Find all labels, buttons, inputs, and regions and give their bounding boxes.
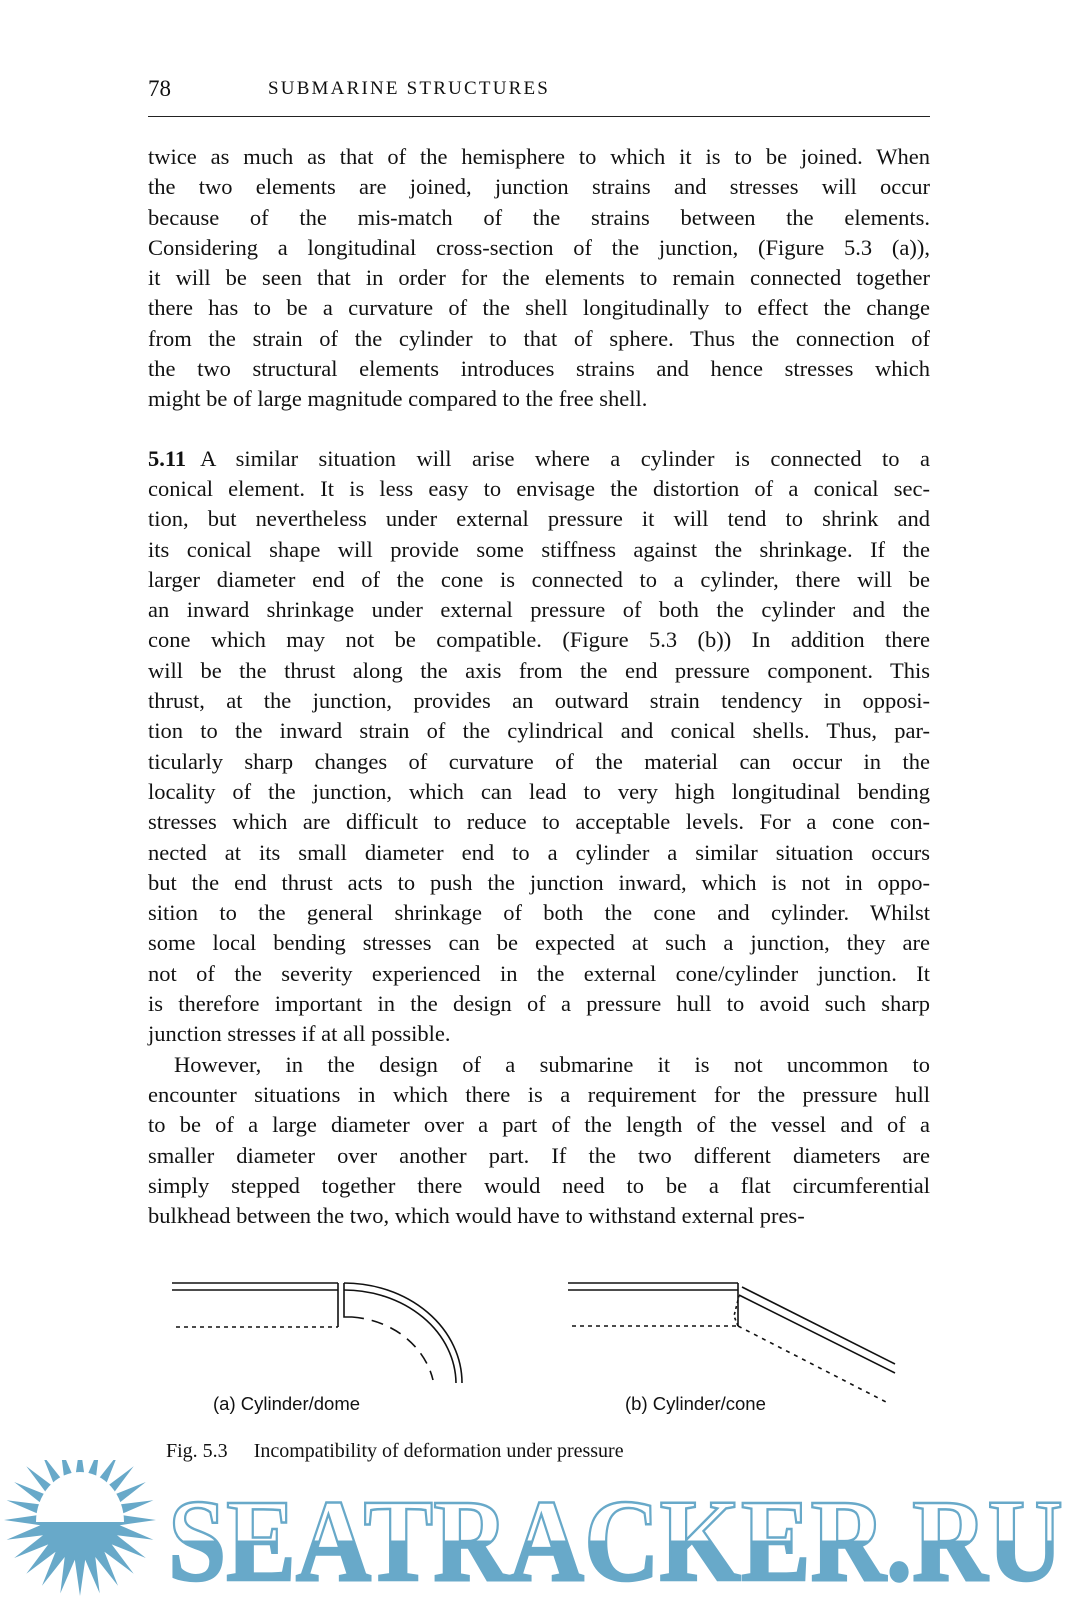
text-line: tion to the inward strain of the cylindrical and conical shells. Thus, par- xyxy=(148,718,930,744)
text-line: thrust, at the junction, provides an outward strain tendency in opposi- xyxy=(148,688,930,714)
text-line: might be of large magnitude compared to the free shell. xyxy=(148,386,648,412)
text-line: stresses which are difficult to reduce to acceptable levels. For a cone con- xyxy=(148,809,930,835)
caption-cylinder-dome: (a) Cylinder/dome xyxy=(213,1393,361,1414)
text-line: an inward shrinkage under external pressure of both the cylinder and the xyxy=(148,597,930,623)
text-line xyxy=(148,444,930,474)
running-header xyxy=(148,72,930,117)
text-line: there has to be a curvature of the shell longitudinally to effect the change xyxy=(148,295,930,321)
text-line: twice as much as that of the hemisphere to which it is to be joined. When xyxy=(148,144,930,169)
text-line: not of the severity experienced in the external cone/cylinder junction. It xyxy=(148,960,930,986)
text-line: to be of a large diameter over a part of the length of the vessel and of a xyxy=(148,1112,930,1138)
text-line: conical element. It is less easy to envisage the distortion of a conical sec- xyxy=(148,475,930,501)
text-line: tion, but nevertheless under external pressure it will tend to shrink and xyxy=(148,506,930,532)
text-line: Considering a longitudinal cross-section of the junction, (Figure 5.3 (a)), xyxy=(148,234,930,260)
caption-cylinder-cone: (b) Cylinder/cone xyxy=(625,1393,766,1414)
text-line: the two structural elements introduces strains and hence stresses which xyxy=(148,356,930,382)
text-line: smaller diameter over another part. If the two different diameters are xyxy=(148,1142,930,1168)
text-line: it will be seen that in order for the elements to remain connected together xyxy=(148,265,930,291)
text-line: from the strain of the cylinder to that of sphere. Thus the connection of xyxy=(148,325,930,351)
text-line: is therefore important in the design of a pressure hull to avoid such sharp xyxy=(148,991,930,1017)
text-line: However, in the design of a submarine it is not uncommon to xyxy=(174,1051,930,1077)
text-line: because of the mis-match of the strains between the elements. xyxy=(148,204,930,230)
running-title: SUBMARINE STRUCTURES xyxy=(268,78,551,99)
text-line: nected at its small diameter end to a cylinder a similar situation occurs xyxy=(148,839,930,865)
text-line: but the end thrust acts to push the junction inward, which is not in oppo- xyxy=(148,869,930,895)
sun-icon xyxy=(4,1460,156,1596)
text-line-content: A similar situation will arise where a cylinder is connected to a xyxy=(200,445,930,471)
watermark-text: SEATRACKER.RU xyxy=(168,1475,1063,1606)
paragraph-1 xyxy=(148,142,930,415)
body-text xyxy=(148,142,930,1231)
cylinder-dome-drawing xyxy=(172,1283,462,1383)
cylinder-cone-drawing xyxy=(568,1283,895,1403)
text-line: cone which may not be compatible. (Figure 5.3 (b)) In addition there xyxy=(148,627,930,653)
text-line: some local bending stresses can be expected at such a junction, they are xyxy=(148,930,930,956)
text-line: ticularly sharp changes of curvature of the material can occur in the xyxy=(148,748,930,774)
seatracker-watermark-logo xyxy=(0,1460,1080,1620)
text-line: the two elements are joined, junction strains and stresses will occur xyxy=(148,174,930,200)
figure-label: Fig. 5.3 xyxy=(166,1440,228,1462)
text-line: will be the thrust along the axis from the end pressure component. This xyxy=(148,657,930,683)
text-line: simply stepped together there would need to be a flat circumferential xyxy=(148,1172,930,1198)
text-line: junction stresses if at all possible. xyxy=(148,1021,451,1047)
text-line: encounter situations in which there is a requirement for the pressure hull xyxy=(148,1081,930,1107)
paragraph-section-5-11 xyxy=(148,444,930,1050)
text-line: locality of the junction, which can lead to very high longitudinal bending xyxy=(148,778,930,804)
text-line: larger diameter end of the cone is connected to a cylinder, there will be xyxy=(148,566,930,592)
figure-title: Incompatibility of deformation under pressure xyxy=(253,1440,624,1462)
text-line: its conical shape will provide some stiffness against the shrinkage. If the xyxy=(148,536,930,562)
paragraph-3 xyxy=(148,1050,930,1232)
section-number: 5.11 xyxy=(148,445,187,471)
page-number: 78 xyxy=(148,76,171,101)
text-line: bulkhead between the two, which would have to withstand external pres- xyxy=(148,1203,805,1229)
text-line: sition to the general shrinkage of both the cone and cylinder. Whilst xyxy=(148,900,930,926)
